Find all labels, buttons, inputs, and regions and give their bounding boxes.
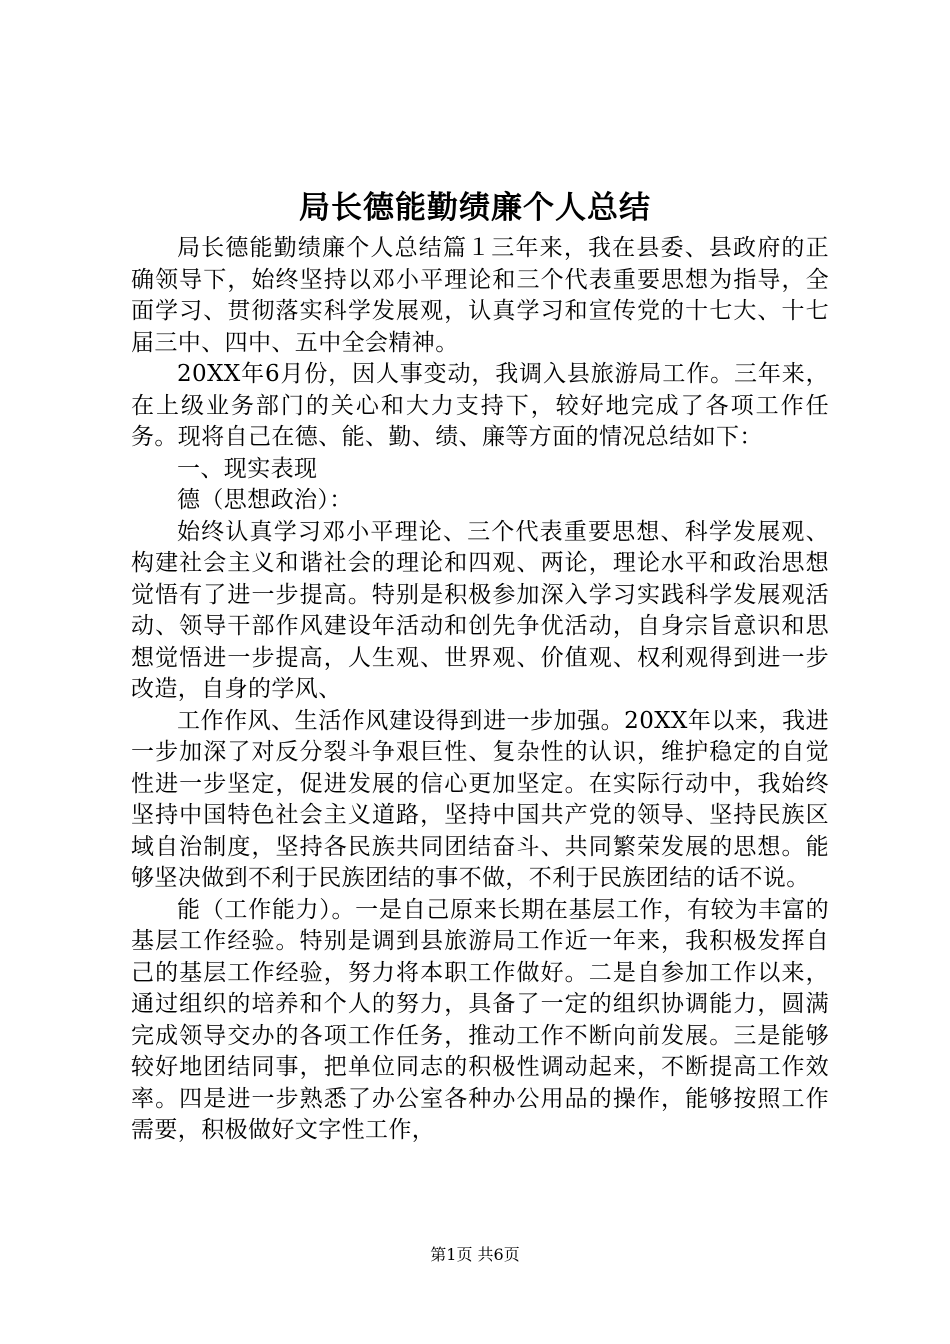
section-heading-performance: 一、现实表现 [177,455,318,482]
paragraph-ability: 能（工作能力）。一是自己原来长期在基层工作，有较为丰富的基层工作经验。特别是调到县旅游局工作近一年来，我积极发挥自己的基层工作经验，努力将本职工作做好。二是自参加工作以来，通过组织的培养和个人的努力，具备了一定的组织协调能力，圆满完成领导交办的各项工作任务，推动工作不断向前发展。三是能够较好地团结同事，把单位同志的积极性调动起来，不断提高工作效率。四是进一步熟悉了办公室各种办公用品的操作，能够按照工作需要，积极做好文字性工作， [131,896,829,1143]
paragraph-work-style: 工作作风、生活作风建设得到进一步加强。20XX年以来，我进一步加深了对反分裂斗争艰巨性、复杂性的认识，维护稳定的自觉性进一步坚定，促进发展的信心更加坚定。在实际行动中，我始终坚持中国特色社会主义道路，坚持中国共产党的领导、坚持民族区域自治制度，坚持各民族共同团结奋斗、共同繁荣发展的思想。能够坚决做到不利于民族团结的事不做，不利于民族团结的话不说。 [131,707,829,891]
paragraph-intro: 局长德能勤绩廉个人总结篇１三年来，我在县委、县政府的正确领导下，始终坚持以邓小平理论和三个代表重要思想为指导，全面学习、贯彻落实科学发展观，认真学习和宣传党的十七大、十七届三中、四中、五中全会精神。 [131,235,829,356]
subheading-ethics: 德（思想政治）： [177,487,353,513]
paragraph-ethics-study: 始终认真学习邓小平理论、三个代表重要思想、科学发展观、构建社会主义和谐社会的理论和四观、两论，理论水平和政治思想觉悟有了进一步提高。特别是积极参加深入学习实践科学发展观活动、领导干部作风建设年活动和创先争优活动，自身宗旨意识和思想觉悟进一步提高，人生观、世界观、价值观、权利观得到进一步改造，自身的学风、 [131,518,829,702]
paragraph-transfer: 20XX年6月份，因人事变动，我调入县旅游局工作。三年来，在上级业务部门的关心和大力支持下，较好地完成了各项工作任务。现将自己在德、能、勤、绩、廉等方面的情况总结如下： [131,361,829,450]
document-body [131,233,829,1147]
document-title: 局长德能勤绩廉个人总结 [299,190,651,226]
page-indicator: 第1页 共6页 [430,1245,520,1264]
